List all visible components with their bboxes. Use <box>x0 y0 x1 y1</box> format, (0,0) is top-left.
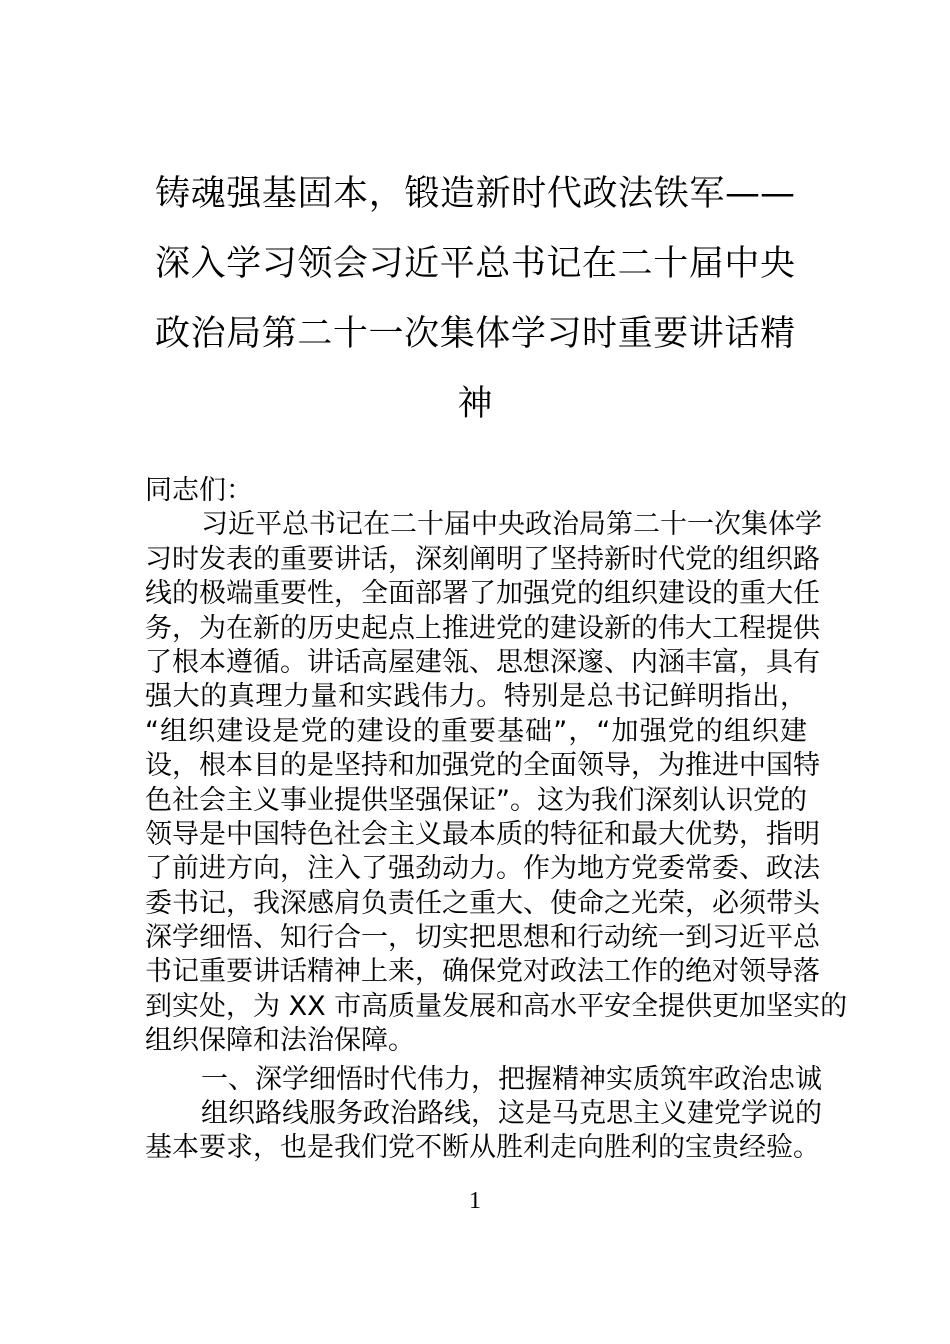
title-line: 铸魂强基固本，锻造新时代政法铁军—— <box>155 174 795 214</box>
text-line: 务，为在新的历史起点上推进党的建设新的伟大工程提供 <box>145 612 820 644</box>
text-line: 习近平总书记在二十届中央政治局第二十一次集体学 <box>201 509 822 541</box>
text-line: “组织建设是党的建设的重要基础”，“加强党的组织建 <box>145 715 807 747</box>
text-line: 基本要求，也是我们党不断从胜利走向胜利的宝贵经验。 <box>145 1132 820 1164</box>
text-line: 习时发表的重要讲话，深刻阐明了坚持新时代党的组织路 <box>145 543 820 575</box>
page-number: 1 <box>469 1188 481 1214</box>
text-line: 了根本遵循。讲话高屋建瓴、思想深邃、内涵丰富，具有 <box>145 646 820 678</box>
text-line: 组织路线服务政治路线，这是马克思主义建党学说的 <box>201 1098 822 1130</box>
paragraph-1 <box>145 508 848 1058</box>
document-title <box>155 168 795 448</box>
text-line: 到实处，为 XX 市高质量发展和高水平安全提供更加坚实的 <box>145 990 848 1022</box>
text-line: 线的极端重要性，全面部署了加强党的组织建设的重大任 <box>145 578 820 610</box>
text-line: 设，根本目的是坚持和加强党的全面领导，为推进中国特 <box>145 750 820 782</box>
text-line: 组织保障和法治保障。 <box>145 1025 415 1057</box>
text-line: 了前进方向，注入了强劲动力。作为地方党委常委、政法 <box>145 853 820 885</box>
title-line: 政治局第二十一次集体学习时重要讲话精 <box>155 314 795 354</box>
salutation: 同志们： <box>145 475 253 506</box>
title-line: 神 <box>457 384 493 424</box>
document-body <box>145 474 848 1166</box>
text-line: 书记重要讲话精神上来，确保党对政法工作的绝对领导落 <box>145 956 820 988</box>
text-line: 深学细悟、知行合一，切实把思想和行动统一到习近平总 <box>145 922 820 954</box>
text-line: 强大的真理力量和实践伟力。特别是总书记鲜明指出， <box>145 681 807 713</box>
text-line: 领导是中国特色社会主义最本质的特征和最大优势，指明 <box>145 818 820 850</box>
text-line: 色社会主义事业提供坚强保证”。这为我们深刻认识党的 <box>145 784 807 816</box>
text-line: 委书记，我深感肩负责任之重大、使命之光荣，必须带头 <box>145 887 820 919</box>
title-line: 深入学习领会习近平总书记在二十届中央 <box>155 244 795 284</box>
paragraph-2 <box>145 1097 822 1166</box>
section-heading: 一、深学细悟时代伟力，把握精神实质筑牢政治忠诚 <box>201 1063 822 1095</box>
